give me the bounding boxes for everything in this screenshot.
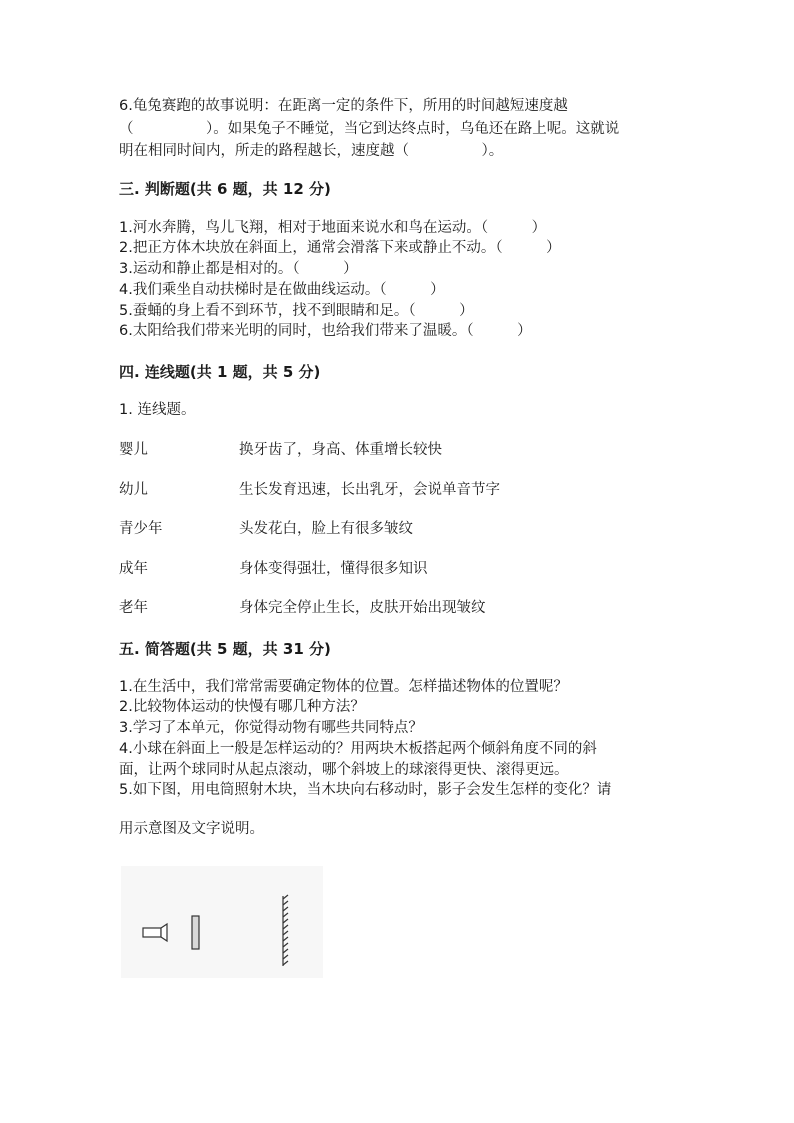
section-4-title: 四. 连线题(共 1 题，共 5 分) [119,363,321,381]
section-3-title: 三. 判断题(共 6 题，共 12 分) [119,180,331,198]
q6-line-3: 明在相同时间内，所走的路程越长，速度越（ ）。 [119,143,504,159]
match-left-2: 幼儿 [119,482,148,498]
s5-item-5: 5.如下图，用电筒照射木块，当木块向右移动时，影子会发生怎样的变化？请 [119,782,612,798]
s3-item-6: 6.太阳给我们带来光明的同时，也给我们带来了温暖。（ ） [119,323,532,339]
s5-item-4a: 4.小球在斜面上一般是怎样运动的？用两块木板搭起两个倾斜角度不同的斜 [119,741,597,757]
match-right-1: 换牙齿了，身高、体重增长较快 [239,442,442,458]
s5-item-4b: 面，让两个球同时从起点滚动，哪个斜坡上的球滚得更快、滚得更远。 [119,762,569,778]
s5-item-2: 2.比较物体运动的快慢有哪几种方法？ [119,699,365,715]
s5-item-3: 3.学习了本单元，你觉得动物有哪些共同特点？ [119,720,423,736]
s5-item-5-cont: 用示意图及文字说明。 [119,821,264,837]
s3-item-3: 3.运动和静止都是相对的。（ ） [119,261,358,277]
figure-background [121,866,323,978]
s3-item-4: 4.我们乘坐自动扶梯时是在做曲线运动。（ ） [119,282,445,298]
match-right-3: 头发花白，脸上有很多皱纹 [239,521,413,537]
flashlight-block-wall-figure [121,866,323,978]
match-right-2: 生长发育迅速，长出乳牙，会说单音节字 [239,482,500,498]
match-right-4: 身体变得强壮，懂得很多知识 [239,561,428,577]
q6-line-1: 6.龟兔赛跑的故事说明：在距离一定的条件下，所用的时间越短速度越 [119,98,568,114]
match-left-4: 成年 [119,561,148,577]
match-right-5: 身体完全停止生长，皮肤开始出现皱纹 [239,600,486,616]
s3-item-1: 1.河水奔腾，鸟儿飞翔，相对于地面来说水和鸟在运动。（ ） [119,220,547,236]
match-left-5: 老年 [119,600,148,616]
section-5-title: 五. 简答题(共 5 题，共 31 分) [119,640,331,658]
match-left-1: 婴儿 [119,442,148,458]
s3-item-5: 5.蚕蛹的身上看不到环节，找不到眼睛和足。（ ） [119,303,474,319]
q6-line-2: （ ）。如果兔子不睡觉，当它到达终点时，乌龟还在路上呢。这就说 [119,121,620,137]
match-left-3: 青少年 [119,521,163,537]
s4-prompt: 1. 连线题。 [119,402,196,418]
s5-item-1: 1.在生活中，我们常常需要确定物体的位置。怎样描述物体的位置呢？ [119,679,568,695]
s3-item-2: 2.把正方体木块放在斜面上，通常会滑落下来或静止不动。（ ） [119,240,561,256]
wooden-block [192,916,199,949]
